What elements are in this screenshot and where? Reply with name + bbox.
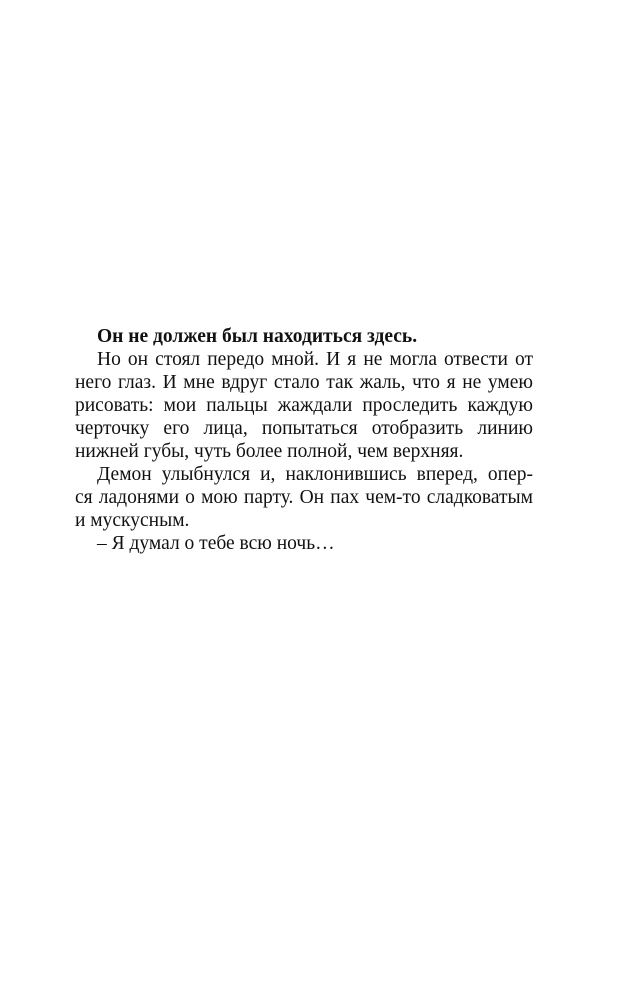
text-line: Демон улыбнулся и, наклонившись вперед, опер- — [97, 464, 533, 485]
text-line: черточку его лица, попытаться отобразить линию — [75, 418, 533, 439]
text-line: – Я думал о тебе всю ночь… — [97, 533, 335, 554]
text-line: него глаз. И мне вдруг стало так жаль, что я не умею — [75, 372, 533, 393]
text-line: и мускусным. — [75, 510, 190, 531]
text-line: ся ладонями о мою парту. Он пах чем-то сладковатым — [75, 487, 533, 508]
paragraph-heading: Он не должен был находиться здесь. — [97, 326, 418, 347]
text-line: рисовать: мои пальцы жаждали проследить каждую — [75, 395, 533, 416]
text-line: нижней губы, чуть более полной, чем верхняя. — [75, 441, 464, 462]
text-block — [75, 325, 533, 555]
text-line: Но он стоял передо мной. И я не могла отвести от — [97, 349, 533, 370]
